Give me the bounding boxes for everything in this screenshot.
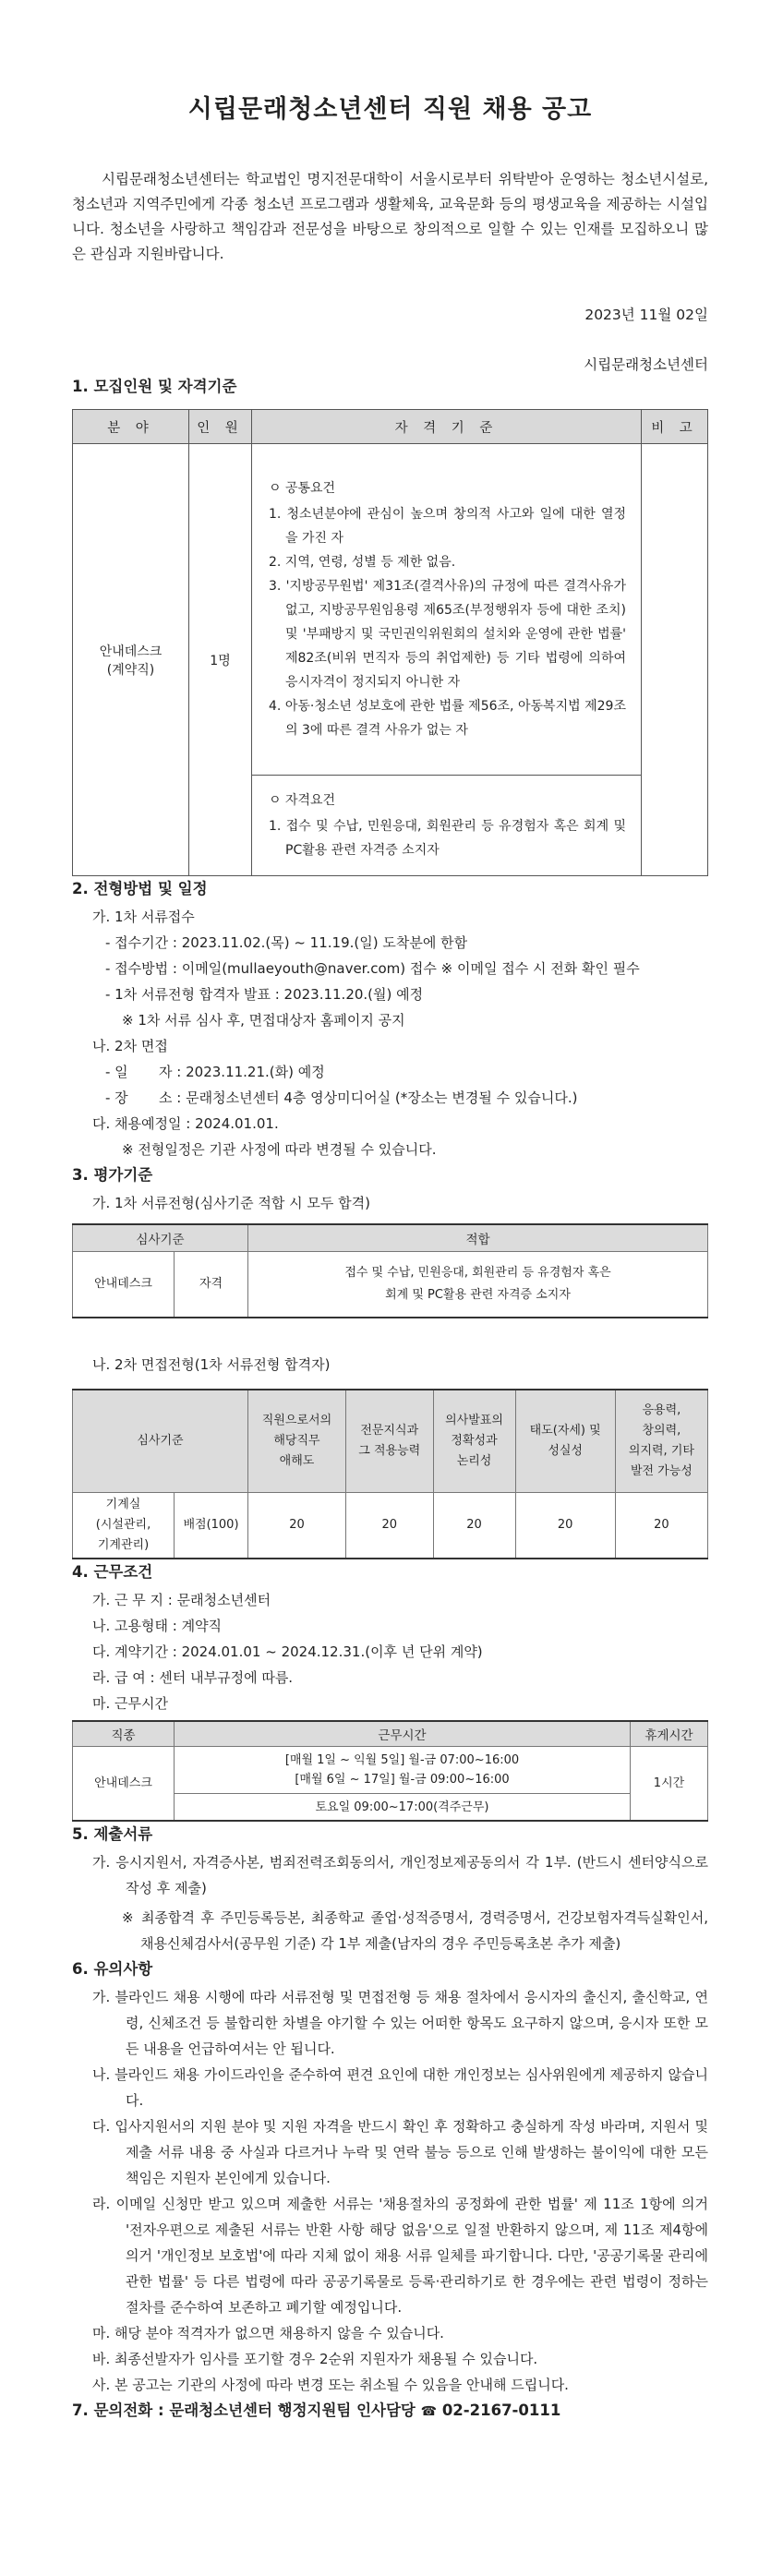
- qualification-cell: [252, 776, 642, 876]
- header-col-1: [248, 1390, 346, 1493]
- header-criteria: 심사기준: [73, 1224, 248, 1252]
- condition-line: 나. 고용형태 : 계약직: [92, 1618, 223, 1634]
- notice-item: 가. 블라인드 채용 시행에 따라 서류전형 및 면접전형 등 채용 절차에서 응시자의 출신지, 출신학교, 연령, 신체조건 등 불합리한 차별을 야기할 수 있는 어떠한 항목도 요구하지 않으며, 응시자 또한 모든 내용을 언급하여서는 안 됩니다.: [92, 1989, 708, 2057]
- section-1-heading: 1. 모집인원 및 자격기준: [72, 378, 237, 395]
- notice-item: 사. 본 공고는 기관의 사정에 따라 변경 또는 취소될 수 있음을 안내해 드립니다.: [92, 2377, 569, 2393]
- header-line: 의사발표의: [445, 1414, 503, 1427]
- score-cell: 20: [515, 1493, 615, 1559]
- conditions-list: [72, 1587, 708, 1716]
- condition-line: 마. 근무시간: [92, 1695, 168, 1712]
- documents-list: [72, 1849, 708, 1956]
- saturday-hours-cell: 토요일 09:00~17:00(격주근무): [175, 1794, 631, 1822]
- qualification-heading: ㅇ 자격요건: [269, 793, 336, 808]
- header-line: 논리성: [456, 1454, 492, 1468]
- schedule-line: ※ 1차 서류 심사 후, 면접대상자 홈페이지 공지: [122, 1012, 405, 1029]
- points-cell: 배점(100): [175, 1493, 248, 1559]
- contact-label: 7. 문의전화 : 문래청소년센터 행정지원팀 인사담당: [72, 2401, 416, 2419]
- field-line: 기계관리): [97, 1538, 150, 1552]
- section-7-contact: [72, 2398, 708, 2420]
- common-requirements-list: [269, 502, 626, 742]
- header-line: 태도(자세) 및: [529, 1424, 601, 1438]
- notice-item: 바. 최종선발자가 임사를 포기할 경우 2순위 지원자가 채용될 수 있습니다.: [92, 2351, 538, 2367]
- header-col-4: [515, 1390, 615, 1493]
- interview-table: [72, 1389, 708, 1559]
- list-item: 3. '지방공무원법' 제31조(결격사유)의 규정에 따른 결격사유가 없고, 지방공무원임용령 제65조(부정행위자 등에 대한 조치) 및 '부패방지 및 국민권익위원회의 설치와 운영에 관한 법률' 제82조(비위 면직자 등의 취업제한) 등 기타 법령에 의하여 응시자격이 정지되지 아니한 자: [269, 579, 626, 690]
- header-line: 응용력,: [642, 1403, 681, 1417]
- announcement-date: 2023년 11월 02일: [584, 307, 708, 323]
- condition-line: 다. 계약기간 : 2024.01.01 ~ 2024.12.31.(이후 년 단위 계약): [92, 1643, 483, 1660]
- header-line: 전문지식과: [360, 1424, 419, 1438]
- documents-item: 가. 응시지원서, 자격증사본, 범죄전력조회동의서, 개인정보제공동의서 각 1부. (반드시 센터양식으로 작성 후 제출): [92, 1854, 708, 1896]
- intro-paragraph: 시립문래청소년센터는 학교법인 명지전문대학이 서울시로부터 위탁받아 운영하는 청소년시설로, 청소년과 지역주민에게 각종 청소년 프로그램과 생활체육, 교육문화 등의 평생교육을 제공하는 시설입니다. 청소년을 사랑하고 책임감과 전문성을 바탕으로 창의적으로 일할 수 있는 인재를 모집하오니 많은 관심과 지원바랍니다.: [72, 171, 708, 262]
- section-2-heading: 2. 전형방법 및 일정: [72, 880, 208, 897]
- header-criteria: 심사기준: [73, 1390, 248, 1493]
- section-3-heading: 3. 평가기준: [72, 1166, 153, 1184]
- working-hours-table: [72, 1720, 708, 1822]
- schedule-line: - 접수기간 : 2023.11.02.(목) ~ 11.19.(일) 도착분에 한함: [105, 934, 468, 951]
- rest-cell: 1시간: [631, 1747, 708, 1822]
- page-title: 시립문래청소년센터 직원 채용 공고: [187, 95, 593, 124]
- score-cell: 20: [248, 1493, 346, 1559]
- header-line: 창의력,: [642, 1424, 681, 1438]
- content-line: 접수 및 수납, 민원응대, 회원관리 등 유경험자 혹은: [344, 1266, 611, 1280]
- common-requirements-heading: ㅇ 공통요건: [269, 481, 336, 496]
- header-col-3: [433, 1390, 515, 1493]
- note-cell: [642, 444, 708, 876]
- header-line: 해당직무: [273, 1434, 320, 1448]
- score-cell: 20: [615, 1493, 707, 1559]
- table-row: [73, 1493, 708, 1559]
- condition-line: 가. 근 무 지 : 문래청소년센터: [92, 1592, 271, 1608]
- contact-phone: 02-2167-0111: [441, 2401, 561, 2419]
- field-cell: [73, 1493, 175, 1559]
- content-line: 회계 및 PC활용 관련 자격증 소지자: [385, 1288, 571, 1302]
- section-4-heading: 4. 근무조건: [72, 1563, 153, 1581]
- schedule-line: 가. 1차 서류접수: [92, 909, 195, 925]
- header-pass: 적합: [248, 1224, 708, 1252]
- score-cell: 20: [345, 1493, 433, 1559]
- label-cell: 자격: [175, 1252, 248, 1318]
- notice-item: 나. 블라인드 채용 가이드라인을 준수하여 편견 요인에 대한 개인정보는 심사위원에게 제공하지 않습니다.: [92, 2066, 708, 2109]
- schedule-line: 나. 2차 면접: [92, 1038, 168, 1054]
- list-item: 1. 접수 및 수납, 민원응대, 회원관리 등 유경험자 혹은 회계 및 PC활용 관련 자격증 소지자: [269, 819, 626, 858]
- organization-name: 시립문래청소년센터: [584, 356, 708, 373]
- table-header-row: [73, 1721, 708, 1747]
- field-line: (시설관리,: [95, 1518, 151, 1532]
- hours-line: [매월 1일 ~ 익월 5일] 월-금 07:00~16:00: [284, 1753, 520, 1767]
- list-item: 1. 청소년분야에 관심이 높으며 창의적 사고와 일에 대한 열정을 가진 자: [269, 507, 626, 546]
- field-name: 안내데스크: [99, 644, 163, 659]
- header-line: 의지력, 기타: [628, 1444, 694, 1458]
- header-line: 그 적용능력: [358, 1444, 421, 1458]
- schedule-line: ※ 전형일정은 기관 사정에 따라 변경될 수 있습니다.: [122, 1141, 437, 1158]
- field-line: 기계실: [105, 1498, 141, 1511]
- table-header-row: [73, 410, 708, 444]
- schedule-line: - 접수방법 : 이메일(mullaeyouth@naver.com) 접수 ※ 이메일 접수 시 전화 확인 필수: [105, 960, 640, 977]
- notice-item: 마. 해당 분야 적격자가 없으면 채용하지 않을 수 있습니다.: [92, 2325, 444, 2341]
- evaluation-sub-2: [72, 1352, 708, 1378]
- subheading: 가. 1차 서류전형(심사기준 적합 시 모두 합격): [92, 1195, 370, 1211]
- header-line: 발전 가능성: [630, 1464, 693, 1478]
- document-screening-table: [72, 1223, 708, 1318]
- header-col-5: [615, 1390, 707, 1493]
- recruitment-table: [72, 409, 708, 876]
- schedule-line: - 장 소 : 문래청소년센터 4층 영상미디어실 (*장소는 변경될 수 있습니다.): [105, 1089, 578, 1106]
- header-line: 성실성: [548, 1444, 583, 1458]
- header-col-2: [345, 1390, 433, 1493]
- condition-line: 라. 급 여 : 센터 내부규정에 따름.: [92, 1669, 294, 1686]
- header-note: 비 고: [642, 410, 708, 444]
- table-row: [73, 1252, 708, 1318]
- evaluation-sub-1: [72, 1190, 708, 1216]
- header-count: 인 원: [189, 410, 252, 444]
- schedule-list: [72, 904, 708, 1162]
- content-cell: [248, 1252, 708, 1318]
- score-cell: 20: [433, 1493, 515, 1559]
- hours-line: [매월 6일 ~ 17일] 월-금 09:00~16:00: [295, 1773, 510, 1787]
- schedule-line: - 일 자 : 2023.11.21.(화) 예정: [105, 1064, 325, 1080]
- notices-list: [72, 1984, 708, 2398]
- header-line: 애해도: [279, 1454, 315, 1468]
- table-header-row: [73, 1390, 708, 1493]
- schedule-line: - 1차 서류전형 합격자 발표 : 2023.11.20.(월) 예정: [105, 986, 424, 1003]
- list-item: 4. 아동·청소년 성보호에 관한 법률 제56조, 아동복지법 제29조의 3에 따른 결격 사유가 없는 자: [269, 699, 626, 738]
- header-criteria: 자 격 기 준: [252, 410, 642, 444]
- table-row: [73, 444, 708, 776]
- phone-icon: ☎: [420, 2404, 438, 2419]
- common-requirements-cell: [252, 444, 642, 776]
- table-row: [73, 1747, 708, 1794]
- hours-cell: [175, 1747, 631, 1794]
- list-item: 2. 지역, 연령, 성별 등 제한 없음.: [269, 555, 456, 570]
- field-cell: 안내데스크: [73, 1252, 175, 1318]
- schedule-line: 다. 채용예정일 : 2024.01.01.: [92, 1115, 279, 1132]
- header-line: 직원으로서의: [261, 1414, 332, 1427]
- field-cell: [73, 444, 189, 876]
- header-job: 직종: [73, 1721, 175, 1747]
- job-cell: 안내데스크: [73, 1747, 175, 1822]
- field-type: (계약직): [106, 662, 155, 678]
- subheading: 나. 2차 면접전형(1차 서류전형 합격자): [92, 1356, 331, 1373]
- section-6-heading: 6. 유의사항: [72, 1960, 153, 1978]
- qualification-list: [269, 814, 626, 862]
- count-cell: 1명: [189, 444, 252, 876]
- documents-note: ※ 최종합격 후 주민등록등본, 최종학교 졸업·성적증명서, 경력증명서, 건강보험자격득실확인서, 채용신체검사서(공무원 기준) 각 1부 제출(남자의 경우 주민등록초본 추가 제출): [122, 1909, 708, 1952]
- table-header-row: [73, 1224, 708, 1252]
- notice-item: 다. 입사지원서의 지원 분야 및 지원 자격을 반드시 확인 후 정확하고 충실하게 작성 바라며, 지원서 및 제출 서류 내용 중 사실과 다르거나 누락 및 연락 불능 등으로 인해 발생하는 불이익에 대한 모든 책임은 지원자 본인에게 있습니다.: [92, 2118, 708, 2186]
- header-field: 분 야: [73, 410, 189, 444]
- header-hours: 근무시간: [175, 1721, 631, 1747]
- notice-item: 라. 이메일 신청만 받고 있으며 제출한 서류는 '채용절차의 공정화에 관한 법률' 제 11조 1항에 의거 '전자우편으로 제출된 서류는 반환 사항 해당 없음'으로 일절 반환하지 않으며, 제 11조 제4항에 의거 '개인정보 보호법'에 따라 지체 없이 채용 서류 일체를 파기합니다. 다만, '공공기록물 관리에 관한 법률' 등 다른 법령에 따라 공공기록물로 등록·관리하기로 한 경우에는 관련 법령이 정하는 절차를 준수하여 보존하고 폐기할 예정입니다.: [92, 2196, 708, 2316]
- section-5-heading: 5. 제출서류: [72, 1825, 153, 1843]
- header-rest: 휴게시간: [631, 1721, 708, 1747]
- header-line: 정확성과: [451, 1434, 498, 1448]
